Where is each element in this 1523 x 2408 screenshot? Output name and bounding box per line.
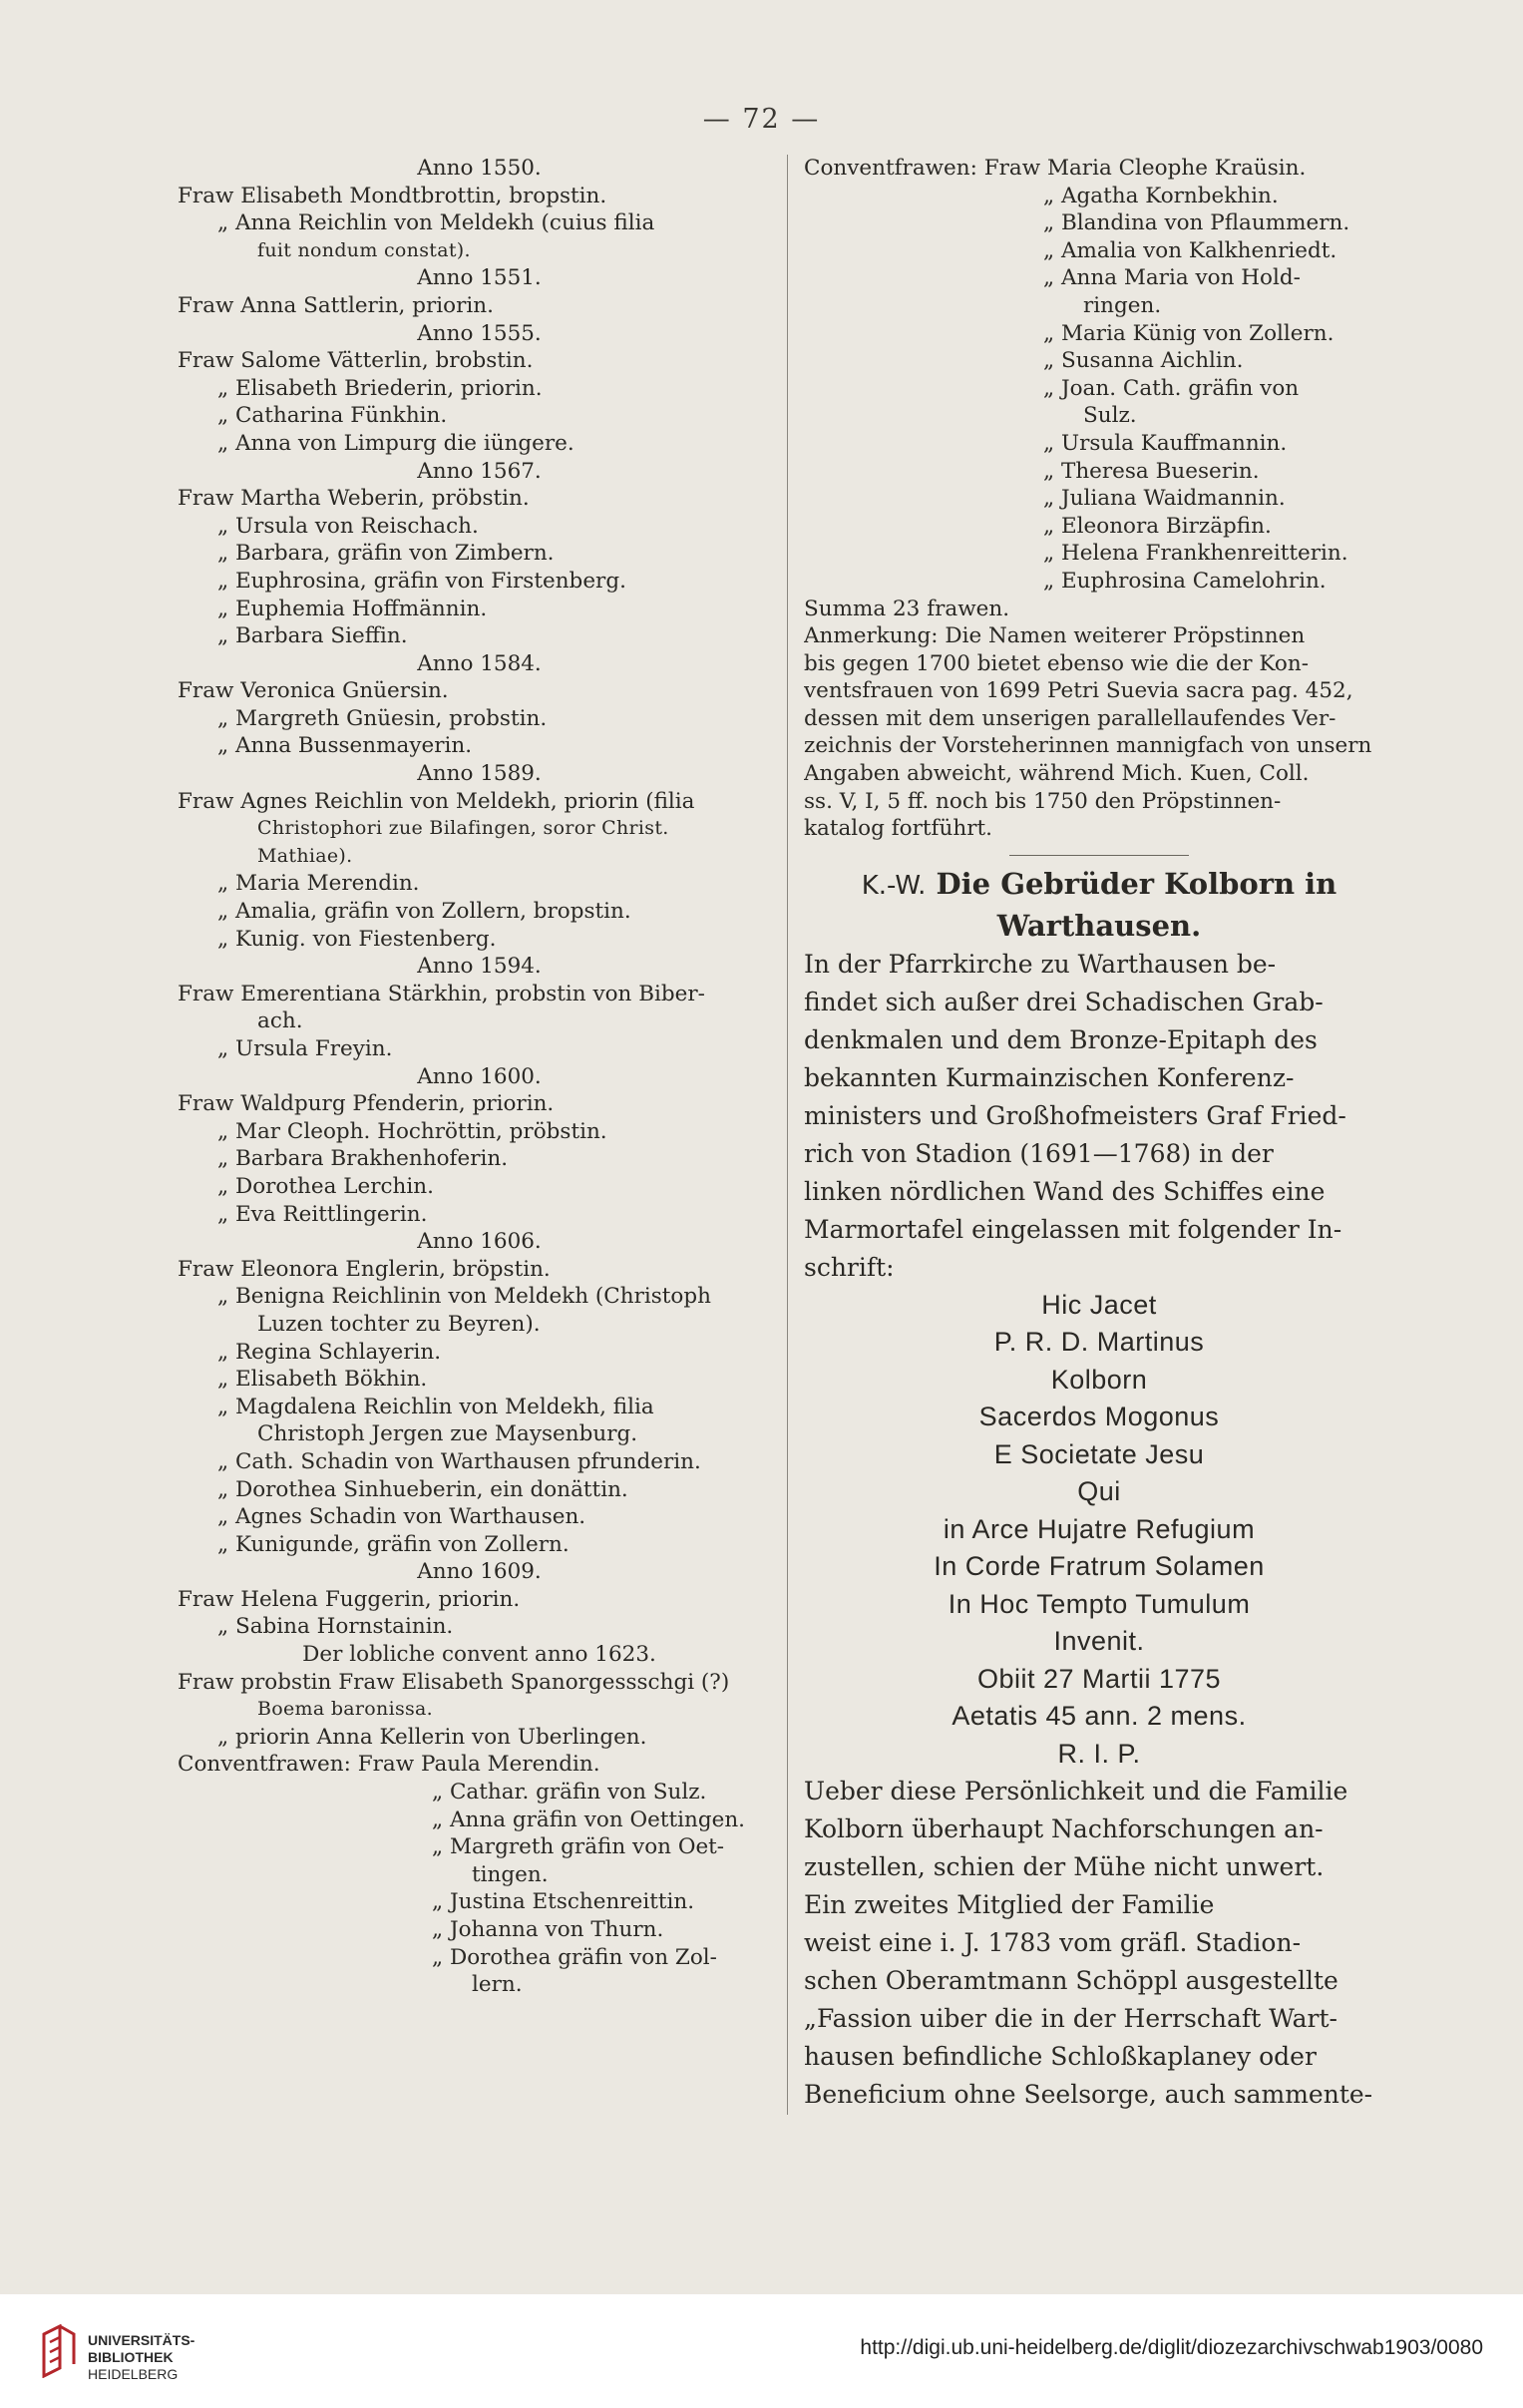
text-line: Anno 1606. bbox=[417, 1229, 542, 1255]
text-line: schrift: bbox=[804, 1252, 895, 1282]
text-line: „ Juliana Waidmannin. bbox=[1043, 486, 1286, 512]
text-line: „ Cath. Schadin von Warthausen pfrunderin. bbox=[217, 1448, 701, 1474]
text-line: Hic Jacet bbox=[1041, 1289, 1157, 1320]
annotation-note bbox=[804, 622, 1394, 843]
text-line: „ Cathar. gräfin von Sulz. bbox=[432, 1780, 707, 1806]
text-line: „ Eleonora Birzäpfin. bbox=[1043, 513, 1272, 539]
text-line: „ Sabina Hornstainin. bbox=[217, 1614, 454, 1640]
text-line: Anno 1589. bbox=[417, 761, 542, 787]
text-line: „ Maria Künig von Zollern. bbox=[1043, 320, 1334, 346]
text-line: Conventfrawen: Fraw Paula Merendin. bbox=[178, 1752, 600, 1778]
library-name-line2: BIBLIOTHEK bbox=[88, 2349, 174, 2365]
text-line: denkmalen und dem Bronze-Epitaph des bbox=[804, 1024, 1318, 1054]
text-line: schen Oberamtmann Schöppl ausgestellte bbox=[804, 1966, 1338, 1996]
text-line: Obiit 27 Martii 1775 bbox=[976, 1663, 1222, 1694]
text-line: R. I. P. bbox=[1057, 1738, 1141, 1769]
text-line: Christoph Jergen zue Maysenburg. bbox=[257, 1421, 638, 1447]
text-line: Sacerdos Mogonus bbox=[978, 1402, 1220, 1432]
text-line: Anno 1594. bbox=[417, 954, 542, 980]
text-line: „ Anna gräfin von Oettingen. bbox=[432, 1806, 746, 1832]
library-footer bbox=[0, 2294, 1523, 2408]
article-title-line2: Warthausen. bbox=[996, 908, 1202, 943]
text-line: Anno 1555. bbox=[417, 320, 542, 346]
text-line: „ Anna Reichlin von Meldekh (cuius filia bbox=[217, 210, 655, 236]
text-line: Luzen tochter zu Beyren). bbox=[257, 1311, 541, 1337]
text-line: „ Amalia von Kalkhenriedt. bbox=[1043, 237, 1337, 263]
text-line: fuit nondum constat). bbox=[257, 238, 471, 261]
text-line: „ Benigna Reichlinin von Meldekh (Christoph bbox=[217, 1284, 711, 1310]
text-line: bis gegen 1700 bietet ebenso wie die der Kon- bbox=[804, 650, 1309, 676]
text-line: „Fassion uiber die in der Herrschaft Wart- bbox=[804, 2004, 1337, 2034]
text-line: Invenit. bbox=[1053, 1626, 1145, 1657]
text-line: Anno 1551. bbox=[417, 265, 542, 291]
text-line: „ Eva Reittlingerin. bbox=[217, 1201, 428, 1227]
text-line: „ Anna von Limpurg die iüngere. bbox=[217, 430, 574, 456]
text-line: „ Regina Schlayerin. bbox=[217, 1339, 442, 1365]
text-line: lern. bbox=[472, 1972, 523, 1998]
text-line: „ Euphemia Hoffmännin. bbox=[217, 596, 488, 621]
text-line: Ueber diese Persönlichkeit und die Familie bbox=[804, 1777, 1348, 1806]
text-line: Beneficium ohne Seelsorge, auch sammente- bbox=[804, 2080, 1373, 2110]
text-line: zeichnis der Vorsteherinnen mannigfach von unsern bbox=[804, 733, 1372, 759]
text-line: „ Helena Frankhenreitterin. bbox=[1043, 541, 1348, 567]
text-line: Fraw Emerentiana Stärkhin, probstin von Biber- bbox=[178, 981, 705, 1006]
text-line: Fraw Agnes Reichlin von Meldekh, priorin (filia bbox=[178, 788, 695, 814]
text-line: „ Johanna von Thurn. bbox=[432, 1917, 664, 1942]
text-line: „ Dorothea Sinhueberin, ein donättin. bbox=[217, 1476, 628, 1502]
text-line: „ Ursula Freyin. bbox=[217, 1036, 393, 1061]
text-line: Fraw Martha Weberin, pröbstin. bbox=[178, 486, 530, 512]
text-line: „ Magdalena Reichlin von Meldekh, filia bbox=[217, 1394, 654, 1419]
text-line: „ Justina Etschenreittin. bbox=[432, 1889, 695, 1915]
text-line: „ Theresa Bueserin. bbox=[1043, 458, 1260, 484]
text-line: „ Ursula von Reischach. bbox=[217, 513, 479, 539]
text-line: findet sich außer drei Schadischen Grab- bbox=[804, 987, 1324, 1016]
text-line: „ Anna Bussenmayerin. bbox=[217, 733, 473, 759]
article-intro bbox=[804, 946, 1394, 1287]
text-line: rich von Stadion (1691—1768) in der bbox=[804, 1138, 1274, 1168]
text-line: Fraw Eleonora Englerin, bröpstin. bbox=[178, 1256, 551, 1282]
text-line: P. R. D. Martinus bbox=[993, 1327, 1205, 1358]
text-line: Aetatis 45 ann. 2 mens. bbox=[952, 1701, 1247, 1732]
text-line: Fraw Veronica Gnüersin. bbox=[178, 678, 449, 704]
text-line: „ Anna Maria von Hold- bbox=[1043, 265, 1301, 291]
text-line: Anmerkung: Die Namen weiterer Pröpstinnen bbox=[804, 623, 1306, 649]
epitaph-inscription bbox=[804, 1287, 1394, 1774]
article-title-line1: Die Gebrüder Kolborn in bbox=[936, 866, 1337, 901]
text-line: „ Ursula Kauffmannin. bbox=[1043, 430, 1288, 456]
article-author: K.-W. bbox=[861, 870, 927, 901]
text-line: Marmortafel eingelassen mit folgender In- bbox=[804, 1214, 1342, 1244]
text-line: „ Elisabeth Bökhin. bbox=[217, 1367, 428, 1393]
left-column-register bbox=[178, 155, 781, 1999]
text-line: Summa 23 frawen. bbox=[804, 596, 1010, 621]
text-line: „ Maria Merendin. bbox=[217, 871, 420, 897]
text-line: „ Elisabeth Briederin, priorin. bbox=[217, 375, 543, 401]
text-line: in Arce Hujatre Refugium bbox=[943, 1513, 1256, 1544]
text-line: Fraw Salome Vätterlin, brobstin. bbox=[178, 348, 534, 374]
library-name-line1: UNIVERSITÄTS- bbox=[88, 2332, 195, 2348]
text-line: „ Dorothea gräfin von Zol- bbox=[432, 1944, 717, 1970]
text-line: „ Margreth gräfin von Oet- bbox=[432, 1834, 725, 1860]
text-line: Anno 1600. bbox=[417, 1063, 542, 1089]
text-line: „ Margreth Gnüesin, probstin. bbox=[217, 705, 548, 731]
permalink-url[interactable]: http://digi.ub.uni-heidelberg.de/diglit/diozezarchivschwab1903/0080 bbox=[860, 2336, 1483, 2359]
text-line: Anno 1567. bbox=[417, 458, 542, 484]
text-line: In Corde Fratrum Solamen bbox=[934, 1551, 1265, 1582]
text-line: ministers und Großhofmeisters Graf Fried- bbox=[804, 1100, 1346, 1130]
text-line: ss. V, I, 5 ff. noch bis 1750 den Pröpstinnen- bbox=[804, 788, 1282, 814]
text-line: Angaben abweicht, während Mich. Kuen, Coll. bbox=[804, 761, 1310, 787]
text-line: E Societate Jesu bbox=[993, 1438, 1205, 1469]
text-line: Der lobliche convent anno 1623. bbox=[302, 1642, 656, 1668]
text-line: ringen. bbox=[1083, 292, 1162, 318]
text-line: katalog fortführt. bbox=[804, 816, 992, 842]
text-line: ventsfrauen von 1699 Petri Suevia sacra pag. 452, bbox=[804, 678, 1353, 704]
text-line: Anno 1550. bbox=[417, 156, 542, 181]
text-line: Ein zweites Mitglied der Familie bbox=[804, 1890, 1215, 1920]
text-line: zustellen, schien der Mühe nicht unwert. bbox=[804, 1852, 1325, 1882]
text-line: hausen befindliche Schloßkaplaney oder bbox=[804, 2042, 1317, 2072]
text-line: dessen mit dem unserigen parallellaufendes Ver- bbox=[804, 705, 1336, 731]
text-line: „ Susanna Aichlin. bbox=[1043, 348, 1244, 374]
text-line: Sulz. bbox=[1083, 403, 1137, 429]
text-line: In der Pfarrkirche zu Warthausen be- bbox=[804, 949, 1277, 979]
text-line: „ Dorothea Lerchin. bbox=[217, 1173, 434, 1199]
text-line: Fraw Anna Sattlerin, priorin. bbox=[178, 292, 494, 318]
text-line: bekannten Kurmainzischen Konferenz- bbox=[804, 1062, 1295, 1092]
library-logo-icon[interactable] bbox=[38, 2324, 80, 2382]
text-line: Mathiae). bbox=[257, 844, 353, 867]
text-line: „ Euphrosina Camelohrin. bbox=[1043, 568, 1327, 594]
text-line: „ Barbara Sieffin. bbox=[217, 623, 408, 649]
text-line: In Hoc Tempto Tumulum bbox=[948, 1588, 1251, 1619]
text-line: tingen. bbox=[472, 1861, 549, 1887]
library-name bbox=[88, 2332, 194, 2383]
column-divider bbox=[787, 155, 788, 2115]
text-line: „ Amalia, gräfin von Zollern, bropstin. bbox=[217, 899, 631, 925]
text-line: „ Blandina von Pflaummern. bbox=[1043, 210, 1350, 236]
text-line: „ Euphrosina, gräfin von Firstenberg. bbox=[217, 568, 626, 594]
text-line: Kolborn bbox=[1050, 1364, 1148, 1395]
text-line: „ Barbara Brakhenhoferin. bbox=[217, 1146, 509, 1172]
text-line: „ Catharina Fünkhin. bbox=[217, 403, 448, 429]
text-line: Kolborn überhaupt Nachforschungen an- bbox=[804, 1814, 1324, 1844]
text-line: „ Barbara, gräfin von Zimbern. bbox=[217, 541, 555, 567]
text-line: „ Mar Cleoph. Hochröttin, pröbstin. bbox=[217, 1118, 607, 1144]
text-line: Fraw probstin Fraw Elisabeth Spanorgessschgi (?) bbox=[178, 1669, 730, 1695]
text-line: Christophori zue Bilafingen, soror Christ. bbox=[257, 817, 669, 840]
text-line: „ Agnes Schadin von Warthausen. bbox=[217, 1504, 586, 1530]
text-line: Fraw Elisabeth Mondtbrottin, bropstin. bbox=[178, 183, 607, 208]
article-continuation bbox=[804, 1773, 1394, 2114]
text-line: „ Agatha Kornbekhin. bbox=[1043, 183, 1279, 208]
convent-register-continued bbox=[804, 155, 1394, 622]
page-number: — 72 — bbox=[702, 104, 821, 135]
right-column bbox=[804, 155, 1394, 2114]
library-name-line3: HEIDELBERG bbox=[88, 2366, 179, 2382]
section-rule bbox=[1009, 855, 1189, 856]
text-line: Boema baronissa. bbox=[257, 1698, 434, 1721]
text-line: Conventfrawen: Fraw Maria Cleophe Kraüsin. bbox=[804, 156, 1307, 181]
text-line: „ priorin Anna Kellerin von Uberlingen. bbox=[217, 1724, 647, 1750]
article-heading bbox=[804, 864, 1394, 946]
text-line: „ Joan. Cath. gräfin von bbox=[1043, 375, 1300, 401]
text-line: „ Kunig. von Fiestenberg. bbox=[217, 926, 497, 952]
text-line: weist eine i. J. 1783 vom gräfl. Stadion- bbox=[804, 1928, 1302, 1958]
text-line: Anno 1584. bbox=[417, 650, 542, 676]
text-line: „ Kunigunde, gräfin von Zollern. bbox=[217, 1531, 570, 1557]
text-line: Fraw Waldpurg Pfenderin, priorin. bbox=[178, 1091, 555, 1117]
text-line: Fraw Helena Fuggerin, priorin. bbox=[178, 1586, 521, 1612]
text-line: ach. bbox=[257, 1008, 303, 1034]
text-line: Qui bbox=[1077, 1476, 1121, 1507]
text-line: Anno 1609. bbox=[417, 1559, 542, 1585]
text-line: linken nördlichen Wand des Schiffes eine bbox=[804, 1176, 1326, 1206]
